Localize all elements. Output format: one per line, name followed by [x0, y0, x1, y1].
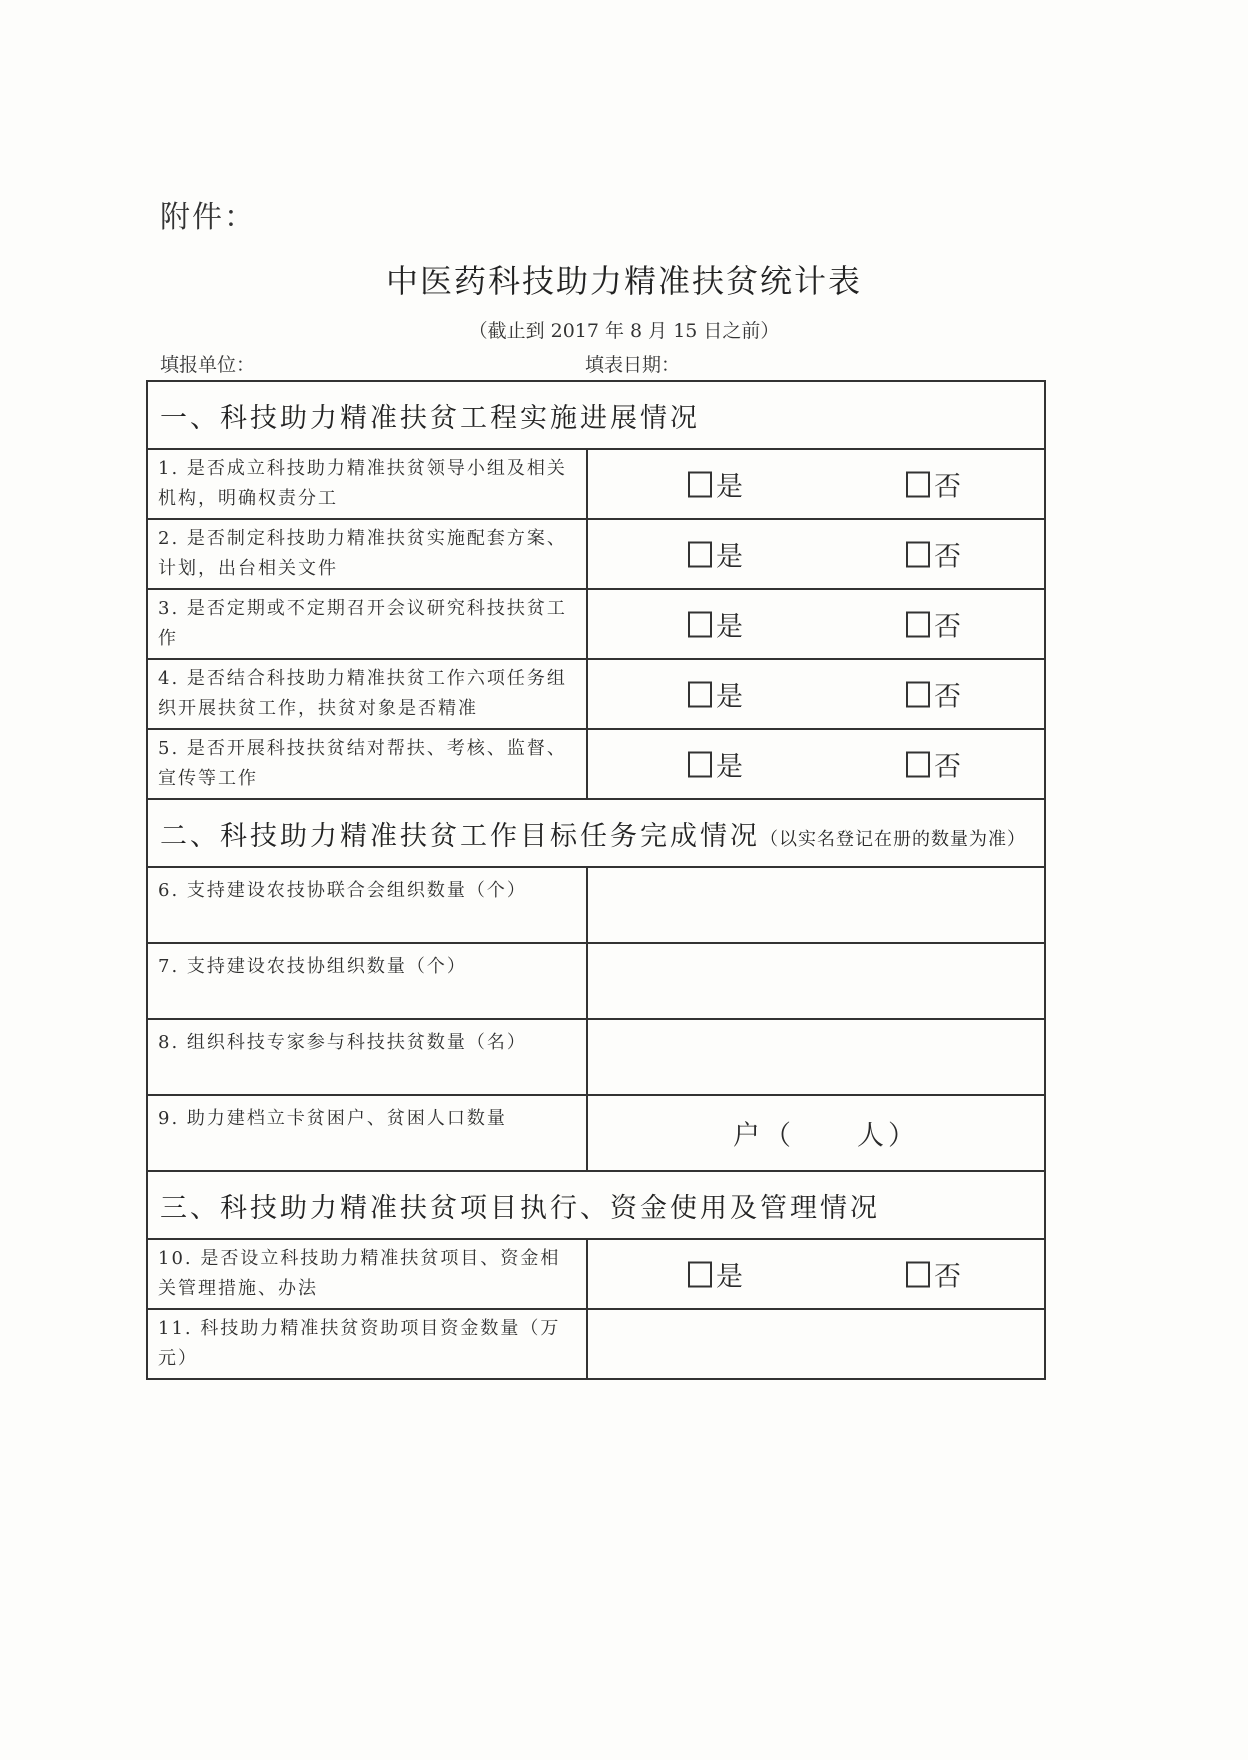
households-people-label: 户（ 人） [733, 1120, 919, 1152]
statistics-table [146, 380, 1046, 1380]
answer-field-9[interactable] [587, 1095, 1045, 1171]
question-5: 5. 是否开展科技扶贫结对帮扶、考核、监督、宣传等工作 [147, 729, 587, 799]
table-row [147, 943, 1045, 1019]
checkbox-icon [906, 611, 930, 637]
table-row [147, 1095, 1045, 1171]
question-3: 3. 是否定期或不定期召开会议研究科技扶贫工作 [147, 589, 587, 659]
checkbox-icon [906, 541, 930, 567]
table-row [147, 1309, 1045, 1379]
question-10: 10. 是否设立科技助力精准扶贫项目、资金相关管理措施、办法 [147, 1239, 587, 1309]
answer-field-11[interactable] [587, 1309, 1045, 1379]
answer-cell-2 [587, 519, 1045, 589]
checkbox-icon [688, 471, 712, 497]
yes-checkbox-3[interactable]: 是 [688, 605, 743, 644]
table-row [147, 867, 1045, 943]
answer-cell-10 [587, 1239, 1045, 1309]
no-checkbox-1[interactable]: 否 [906, 465, 961, 504]
no-checkbox-3[interactable]: 否 [906, 605, 961, 644]
yes-checkbox-2[interactable]: 是 [688, 535, 743, 574]
question-8: 8. 组织科技专家参与科技扶贫数量（名） [147, 1019, 587, 1095]
yes-checkbox-4[interactable]: 是 [688, 675, 743, 714]
table-row [147, 729, 1045, 799]
no-checkbox-5[interactable]: 否 [906, 745, 961, 784]
question-4: 4. 是否结合科技助力精准扶贫工作六项任务组织开展扶贫工作，扶贫对象是否精准 [147, 659, 587, 729]
yes-checkbox-1[interactable]: 是 [688, 465, 743, 504]
checkbox-icon [906, 1261, 930, 1287]
table-row [147, 1239, 1045, 1309]
answer-field-7[interactable] [587, 943, 1045, 1019]
answer-cell-1 [587, 449, 1045, 519]
checkbox-icon [906, 681, 930, 707]
question-11: 11. 科技助力精准扶贫资助项目资金数量（万元） [147, 1309, 587, 1379]
section-2-title: 二、科技助力精准扶贫工作目标任务完成情况（以实名登记在册的数量为准） [147, 799, 1045, 867]
form-subtitle: （截止到 2017 年 8 月 15 日之前） [468, 320, 780, 342]
table-row [147, 1019, 1045, 1095]
yes-checkbox-10[interactable]: 是 [688, 1255, 743, 1294]
form-title: 中医药科技助力精准扶贫统计表 [385, 262, 862, 300]
answer-cell-4 [587, 659, 1045, 729]
yes-checkbox-5[interactable]: 是 [688, 745, 743, 784]
answer-cell-3 [587, 589, 1045, 659]
table-row [147, 519, 1045, 589]
table-row [147, 449, 1045, 519]
question-1: 1. 是否成立科技助力精准扶贫领导小组及相关机构，明确权责分工 [147, 449, 587, 519]
table-row [147, 589, 1045, 659]
checkbox-icon [906, 471, 930, 497]
no-checkbox-2[interactable]: 否 [906, 535, 961, 574]
checkbox-icon [688, 751, 712, 777]
no-checkbox-10[interactable]: 否 [906, 1255, 961, 1294]
checkbox-icon [688, 611, 712, 637]
checkbox-icon [688, 541, 712, 567]
answer-field-6[interactable] [587, 867, 1045, 943]
no-checkbox-4[interactable]: 否 [906, 675, 961, 714]
section-1-title: 一、科技助力精准扶贫工程实施进展情况 [147, 381, 1045, 449]
answer-field-8[interactable] [587, 1019, 1045, 1095]
fill-date-label: 填表日期： [585, 354, 681, 376]
checkbox-icon [688, 681, 712, 707]
question-2: 2. 是否制定科技助力精准扶贫实施配套方案、计划，出台相关文件 [147, 519, 587, 589]
section-3-title: 三、科技助力精准扶贫项目执行、资金使用及管理情况 [147, 1171, 1045, 1239]
table-row [147, 659, 1045, 729]
answer-cell-5 [587, 729, 1045, 799]
question-6: 6. 支持建设农技协联合会组织数量（个） [147, 867, 587, 943]
checkbox-icon [906, 751, 930, 777]
question-7: 7. 支持建设农技协组织数量（个） [147, 943, 587, 1019]
section-2-note: （以实名登记在册的数量为准） [760, 828, 1026, 850]
checkbox-icon [688, 1261, 712, 1287]
reporting-unit-label: 填报单位： [160, 354, 256, 376]
attachment-label: 附件： [160, 200, 256, 235]
question-9: 9. 助力建档立卡贫困户、贫困人口数量 [147, 1095, 587, 1171]
